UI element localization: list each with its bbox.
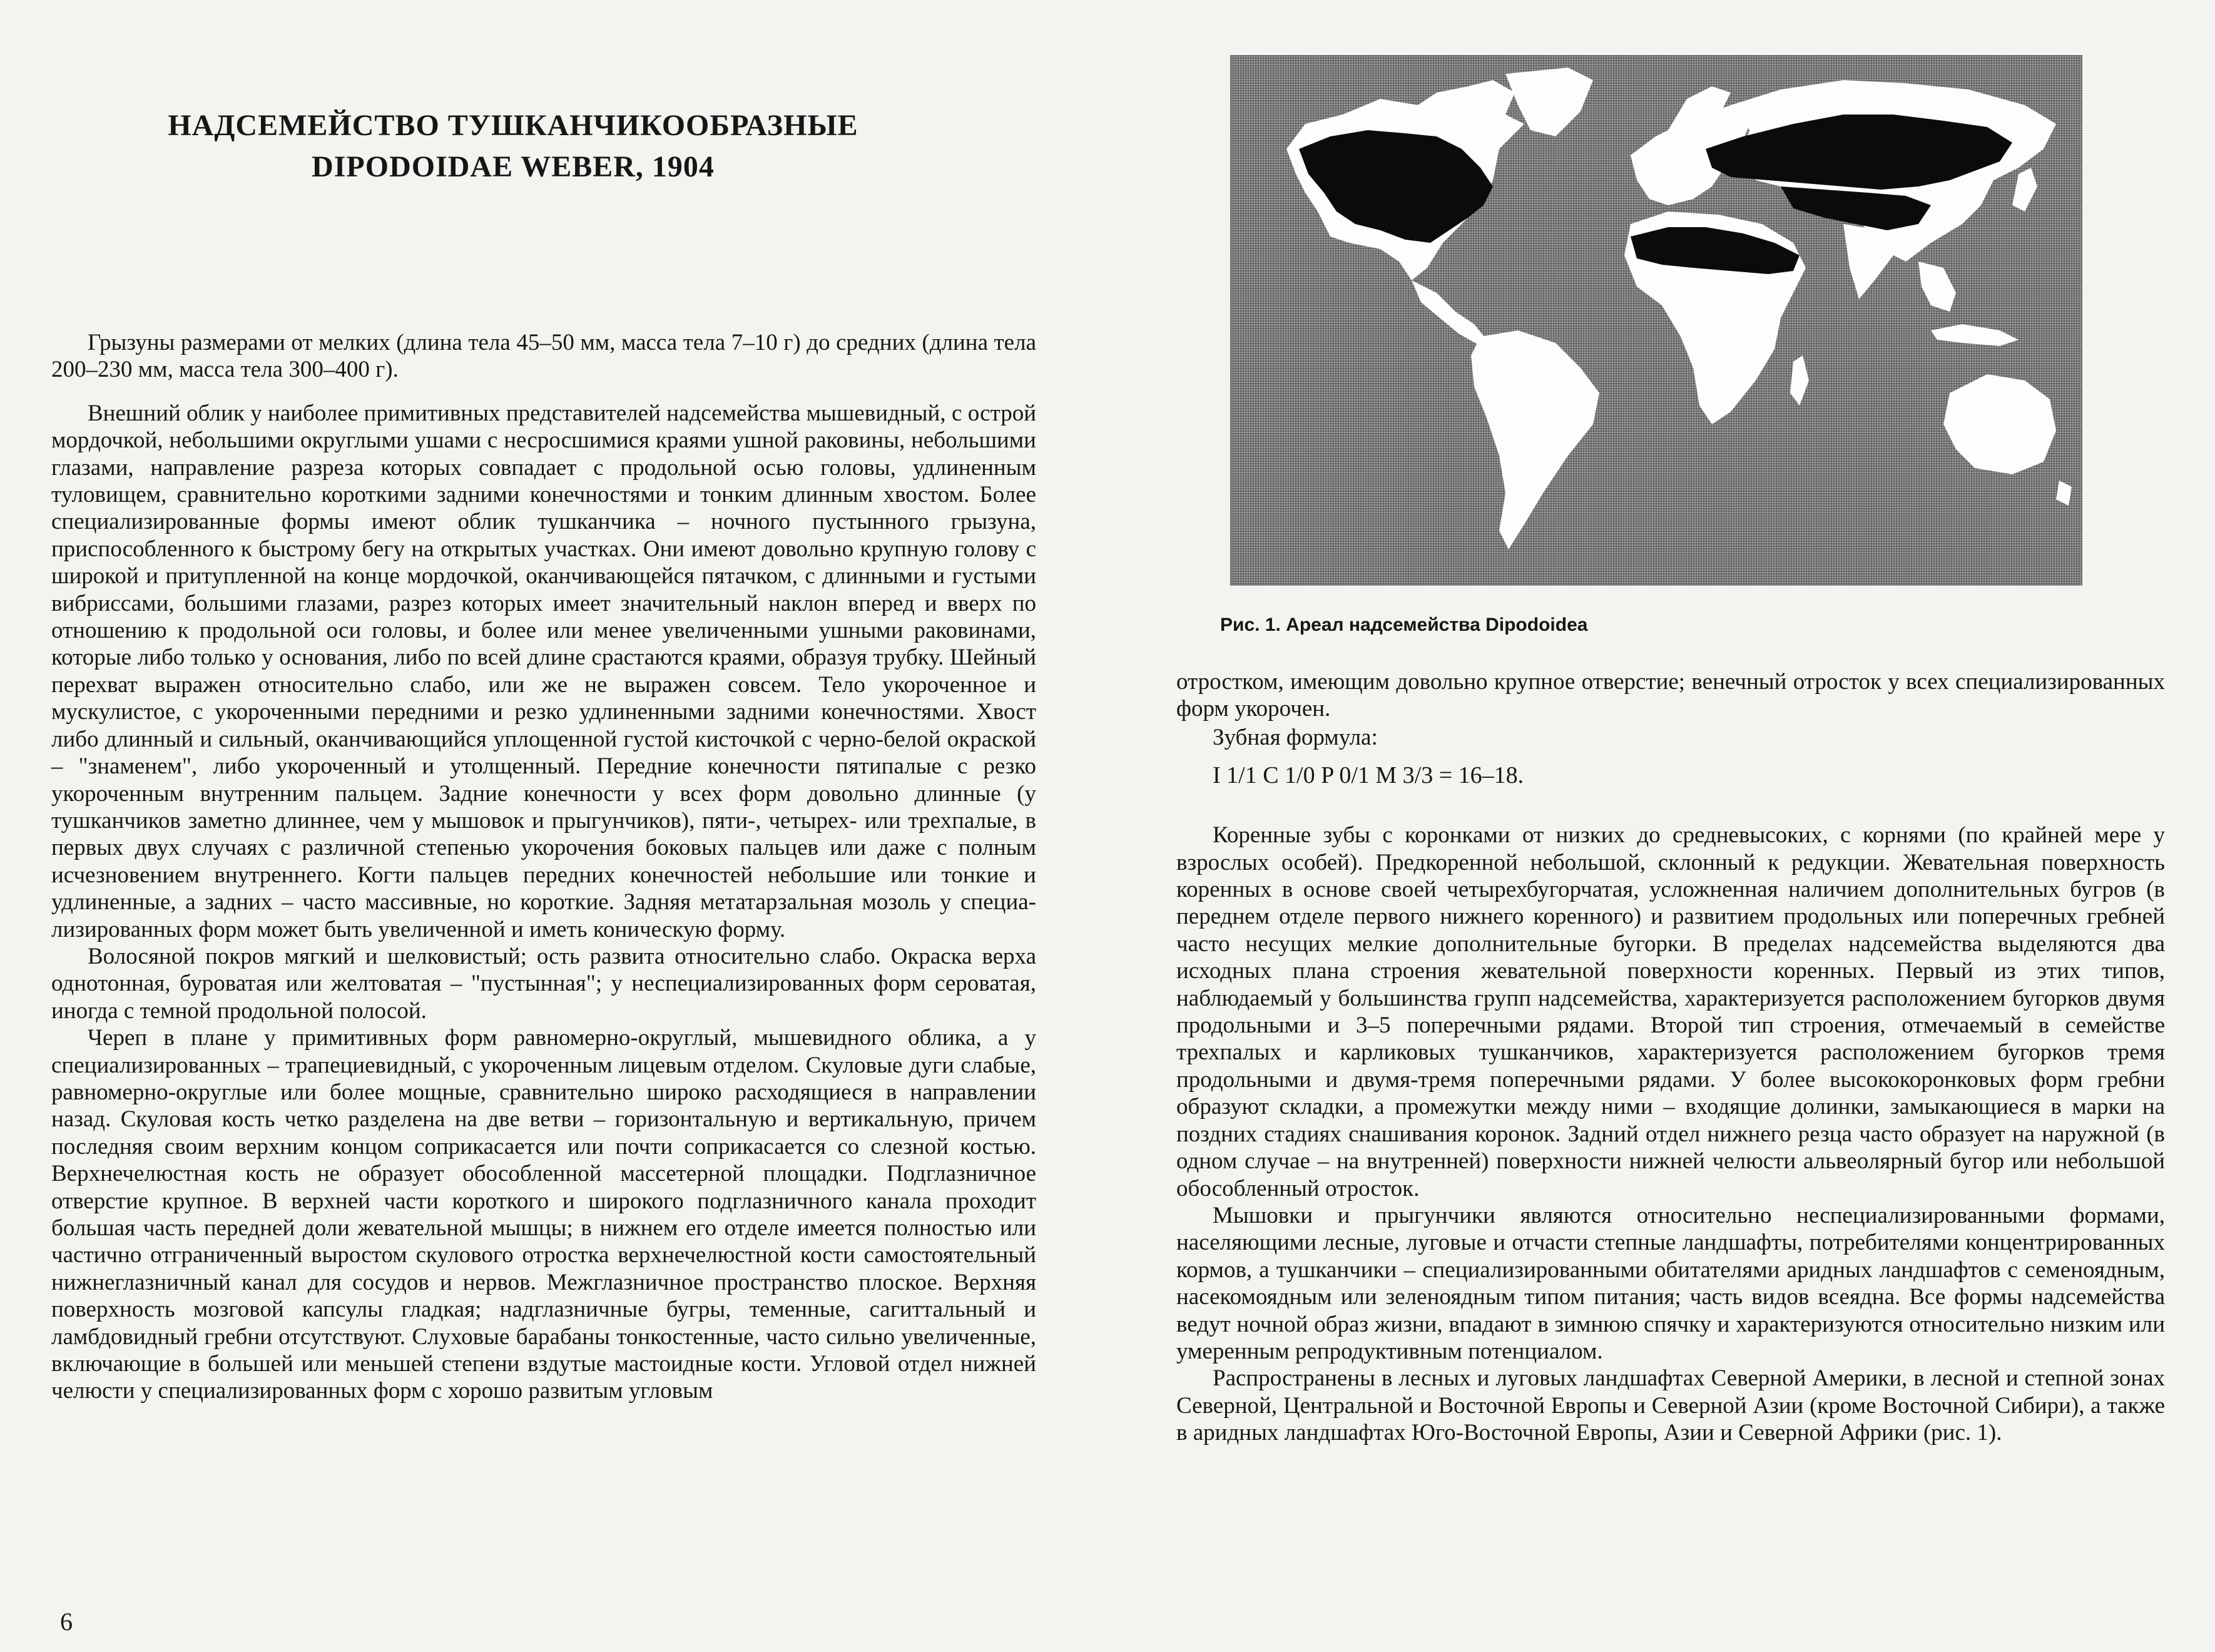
dental-formula-label: Зубная формула: bbox=[1213, 724, 1378, 750]
paragraph-skull: Череп в плане у примитивных форм равномерно-округлый, мышевидного облика, а у специализированных – трапециевидный, с укороченным лицевым отделом. Скуловые дуги слабые, равномерно-округлые или более мощные, сравнительно широко расходящиеся в направлении назад. Скуловая кость четко разделена на две ветви – горизонтальную и вертикальную, причем последняя своим верхним концом соприкасается или почти соприкасается со слезной костью. Верхнечелюстная кость не образует обособленной массетерной площадки. Подглазничное отверстие крупное. В верхней части короткого и широкого подглазничного канала проходит большая часть передней доли жевательной мышцы; в нижнем его отделе имеется полностью или частично отграниченный выростом скулового отростка верхнечелюстной кости самостоятельный нижнеглазничный канал для сосудов и нервов. Межглазничное пространство плоское. Верхняя поверхность мозговой капсулы гладкая; надглазничные бугры, теменные, сагиттальный и ламбдовидный гребни отсутствуют. Слуховые барабаны тонкостенные, часто сильно увеличенные, включающие в большей или меньшей степени вздутые мастоидные кости. Угловой отдел нижней челюсти у специализированных форм с хорошо развитым угловым bbox=[51, 1025, 1036, 1404]
dental-formula: I 1/1 C 1/0 P 0/1 M 3/3 = 16–18. bbox=[1213, 762, 1524, 789]
figure-caption: Рис. 1. Ареал надсемейства Dipodoidea bbox=[1220, 614, 1588, 635]
page-number-left: 6 bbox=[60, 1608, 73, 1636]
left-body-text bbox=[51, 329, 1036, 1405]
paragraph-size: Грызуны размерами от мелких (длина тела 45–50 мм, масса тела 7–10 г) до средних (длина тела 200–230 мм, масса тела 300–400 г). bbox=[51, 330, 1036, 383]
paragraph-ecology: Мышовки и прыгунчики являются относительно неспециализированными формами, населяющими лесные, луговые и отчасти степные ландшафты, потребителями концентрированных кормов, а тушканчики – специализированными обитателями аридных ландшафтов с семеноядным, насекомоядным или зеленоядным типом питания; часть видов всеядна. Все формы надсемейства ведут ночной образ жизни, впадают в зимнюю спячку и характеризуются относительно низким или умеренным репродуктивным потенциалом. bbox=[1176, 1202, 2165, 1364]
range-map-figure bbox=[1230, 55, 2082, 586]
paragraph-molars: Коренные зубы с коронками от низких до средневысоких, с корнями (по крайней мере у взрослых особей). Предкоренной небольшой, склонный к редукции. Жевательная поверхность коренных в основе своей четырехбугорчатая, усложненная наличием дополнительных бугров (в переднем отделе первого нижнего коренного) и развитием продольных или поперечных гребней часто несущих мелкие дополнительные бугорки. В пределах надсемейства выделяются два исходных плана строения жевательной поверхности коренных. Первый из этих типов, наблюдаемый у большинства групп надсемейства, характеризуется расположением бугорков двумя продольными и 3–5 поперечными рядами. Второй тип строения, отмечаемый в семействе трехпалых и карликовых тушканчиков, характеризуется расположением бугорков тремя продольными и двумя-тремя поперечными рядами. У более высококоронковых форм гребни образуют складки, а промежутки между ними – входящие долинки, замыкающиеся в марки на поздних стадиях снашивания коронок. Задний отдел нижнего резца часто образует на наружной (в одном случае – на внутренней) поверхности нижней челюсти альвеолярный бугор или небольшой обособленный отросток. bbox=[1176, 822, 2165, 1201]
title-line-2: DIPODOIDAE WEBER, 1904 bbox=[312, 150, 715, 183]
right-page bbox=[1108, 0, 2215, 1652]
paragraph-distribution: Распространены в лесных и луговых ландшафтах Северной Америки, в лесной и степной зонах Северной, Центральной и Восточной Европы и Северной Азии (кроме Восточной Сибири), а также в аридных ландшафтах Юго-Восточной Европы, Азии и Северной Африки (рис. 1). bbox=[1176, 1365, 2165, 1446]
right-body-text bbox=[1176, 668, 2165, 1447]
paragraph-fur: Волосяной покров мягкий и шелковистый; ость развита относительно слабо. Окраска верха однотонная, буроватая или желтоватая – "пустынная"; у неспециализированных форм сероватая, иногда с темной продольной полосой. bbox=[51, 943, 1036, 1024]
page-title bbox=[125, 105, 901, 188]
world-range-map bbox=[1230, 55, 2082, 586]
continuation-paragraph: отростком, имеющим довольно крупное отверстие; венечный отросток у всех специализированных форм укорочен. bbox=[1176, 669, 2165, 722]
title-line-1: НАДСЕМЕЙСТВО ТУШКАНЧИКООБРАЗНЫЕ bbox=[168, 109, 858, 142]
paragraph-appearance: Внешний облик у наиболее примитивных представителей надсемейства мышевидный, с острой мордочкой, небольшими округлыми ушами с несросшимися краями ушной раковины, небольшими глазами, направление разреза которых совпадает с продольной осью головы, удлиненным туловищем, сравнительно короткими задними конечностями и тонким длинным хвостом. Более специализированные формы имеют облик тушканчика – ночного пустынного грызуна, приспособленного к быстрому бегу на открытых участках. Они имеют довольно крупную голову с широкой и притупленной на конце мордочкой, оканчивающейся пятачком, с длинными и густыми вибриссами, большими глазами, разрез которых имеет значительный наклон вперед и вверх по отношению к продольной оси головы, и более или менее увеличенными ушными раковинами, которые либо только у основания, либо по всей длине срастаются краями, образуя трубку. Шейный перехват выражен относительно слабо, или же не выражен совсем. Тело укороченное и мускулистое, с укороченными передними и резко удлиненными задними конечностями. Хвост либо длинный и сильный, оканчивающийся уплощенной густой кисточкой с черно-белой окраской – "знаменем", либо укороченный и утолщенный. Передние конечности пятипалые с резко укороченным внутренним пальцем. Задние конечности у всех форм довольно длинные (у тушканчиков заметно длиннее, чем у мышовок и прыгунчиков), пяти-, четырех- или трехпалые, в первых двух случаях с различной степенью укорочения боковых пальцев или даже с полным исчезновением внутреннего. Когти пальцев передних конечностей небольшие или тонкие и удлиненные, а задних – часто массивные, но короткие. Задняя метатарзальная мозоль у специализированных форм может быть увеличенной и иметь коническую форму. bbox=[51, 400, 1036, 942]
